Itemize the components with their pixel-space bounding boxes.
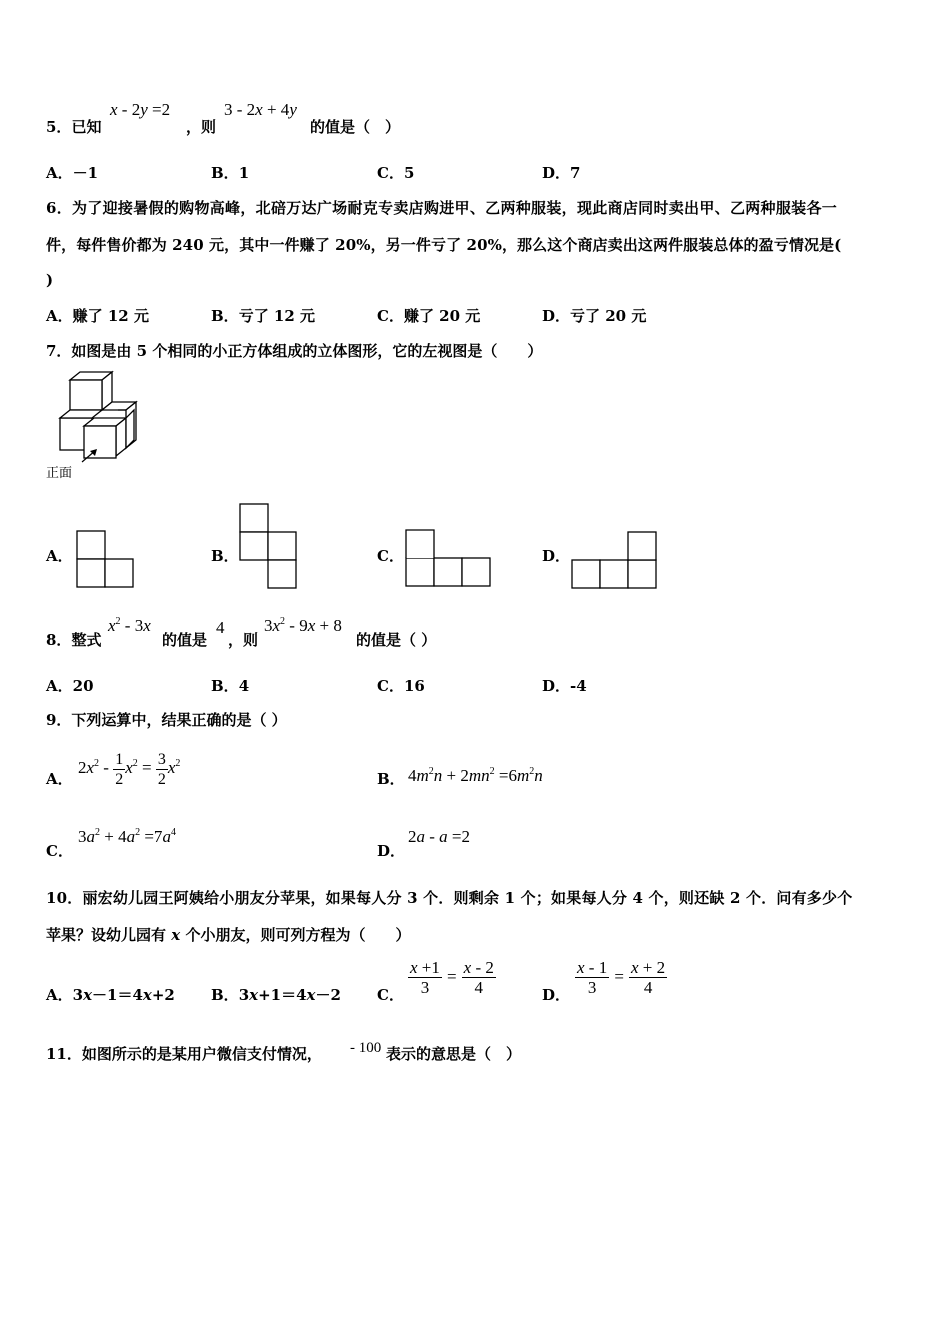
q7-option-c-label[interactable]: C． — [377, 547, 404, 565]
q10-option-d-expression[interactable]: $\frac{x - 1}{3}$ = $\frac{x + 2}{4}$ — [577, 958, 666, 997]
q6-line-3: ) — [46, 271, 54, 289]
q5-expression-1: x - 2y =2 — [110, 100, 171, 119]
q6-option-b[interactable]: B．亏了 12 元 — [211, 307, 316, 325]
q8-text-1: 整式 — [71, 631, 102, 649]
q9-option-a-label[interactable]: A． — [46, 770, 73, 788]
q8-option-c[interactable]: C．16 — [377, 677, 425, 695]
q8-value: 4 — [216, 618, 225, 637]
q5-text-2: ，则 — [186, 118, 217, 136]
q10-option-b[interactable]: B．3x+1＝4x－2 — [211, 986, 341, 1004]
q9-option-c-label[interactable]: C． — [46, 842, 73, 860]
q11-text-2: 表示的意思是（ ） — [386, 1045, 522, 1063]
q11-text-1: 如图所示的是某用户微信支付情况， — [81, 1045, 322, 1063]
q7-option-a-label[interactable]: A． — [46, 547, 73, 565]
q7-stem: 7．如图是由 5 个相同的小正方体组成的立体图形，它的左视图是（ ） — [46, 342, 543, 360]
q8-text-3: ，则 — [228, 631, 259, 649]
q7-option-c-figure[interactable] — [405, 528, 495, 590]
q9-option-b-label[interactable]: B． — [377, 770, 405, 788]
q6-option-a[interactable]: A．赚了 12 元 — [46, 307, 149, 325]
q5-option-c[interactable]: C．5 — [377, 164, 415, 182]
q9-stem: 9．下列运算中，结果正确的是（ ） — [46, 711, 287, 729]
q9-option-a-expression[interactable]: $2x^2$ - $\frac{1}{2}$ $x^2$ = $\frac{3}{2}$ $x^2$ — [78, 750, 181, 788]
q8-option-a[interactable]: A．20 — [46, 677, 94, 695]
q8-stem-start — [46, 629, 101, 650]
q6-option-d[interactable]: D．亏了 20 元 — [542, 307, 647, 325]
q5-number: 5． — [46, 118, 72, 136]
q8-expression-1: $x^2 - 3x$ — [108, 616, 151, 635]
q7-option-d-figure[interactable] — [571, 531, 661, 591]
q8-text-2: 的值是 — [162, 631, 208, 649]
q10-line-1: 10．丽宏幼儿园王阿姨给小朋友分苹果，如果每人分 3 个．则剩余 1 个；如果每人分 4 个，则还缺 2 个．问有多少个 — [46, 889, 853, 907]
q9-option-b-expression[interactable]: $4m^2n + 2mn^2 =6m^2n$ — [408, 766, 543, 785]
q8-text-4: 的值是（ ） — [356, 631, 437, 649]
q5-text-1: 已知 — [71, 118, 102, 136]
q6-option-c[interactable]: C．赚了 20 元 — [377, 307, 481, 325]
q8-number: 8． — [46, 631, 72, 649]
q8-expression-2: $3x^2 - 9x + 8$ — [264, 616, 342, 635]
q10-option-a[interactable]: A．3x－1＝4x+2 — [46, 986, 175, 1004]
q10-line-2: 苹果？设幼儿园有 x 个小朋友，则可列方程为（ ） — [46, 926, 411, 944]
q5-expression-2: 3 - 2x + 4y — [224, 100, 297, 119]
q10-option-c-label[interactable]: C． — [377, 986, 404, 1004]
q7-front-label: 正面 — [46, 466, 73, 481]
q7-option-b-figure[interactable] — [239, 503, 299, 591]
q5-option-a[interactable]: A．－1 — [46, 164, 99, 182]
q9-option-c-expression[interactable]: $3a^2 + 4a^2 =7a^4$ — [78, 827, 176, 846]
q10-variable: x — [171, 926, 181, 944]
q9-option-d-label[interactable]: D． — [377, 842, 406, 860]
q5-text-3: 的值是（ ） — [310, 118, 401, 136]
q11-value: - 100 — [350, 1040, 382, 1056]
q7-option-d-label[interactable]: D． — [542, 547, 571, 565]
q8-option-d[interactable]: D．-4 — [542, 677, 587, 695]
q10-option-d-label[interactable]: D． — [542, 986, 571, 1004]
q5-stem — [46, 116, 101, 137]
q8-option-b[interactable]: B．4 — [211, 677, 250, 695]
q9-option-d-expression[interactable]: 2a - a =2 — [408, 827, 471, 846]
q5-option-d[interactable]: D．7 — [542, 164, 581, 182]
q11-number: 11． — [46, 1045, 82, 1063]
q11-stem-start — [46, 1043, 322, 1064]
q10-option-c-expression[interactable]: $\frac{x +1}{3}$ = $\frac{x - 2}{4}$ — [410, 958, 494, 997]
q5-option-b[interactable]: B．1 — [211, 164, 250, 182]
q7-option-a-figure[interactable] — [76, 530, 136, 590]
q6-line-2: 件，每件售价都为 240 元，其中一件赚了 20%，另一件亏了 20%，那么这个商店卖出这两件服装总体的盈亏情况是( — [46, 236, 842, 254]
q6-line-1: 6．为了迎接暑假的购物高峰，北碚万达广场耐克专卖店购进甲、乙两种服装，现此商店同时卖出甲、乙两种服装各一 — [46, 199, 838, 217]
q7-option-b-label[interactable]: B． — [211, 547, 239, 565]
